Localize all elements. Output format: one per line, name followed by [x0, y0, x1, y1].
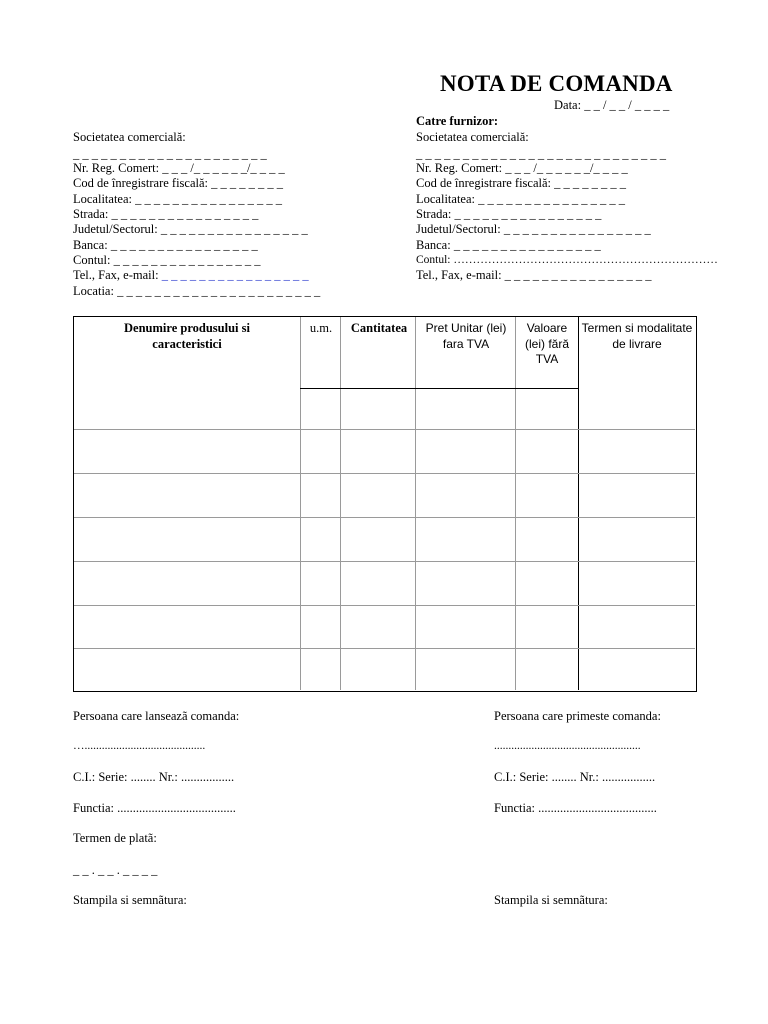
- supplier-cif-field[interactable]: Cod de înregistrare fiscală: _ _ _ _ _ _ _ _: [416, 176, 627, 190]
- supplier-judet-field[interactable]: Judetul/Sectorul: _ _ _ _ _ _ _ _ _ _ _ _ _ _ _ _: [416, 222, 651, 236]
- receiver-field[interactable]: ...................................................: [494, 740, 641, 752]
- col-divider: [300, 317, 301, 690]
- col-divider: [515, 317, 516, 690]
- payment-term-label: Termen de platã:: [73, 831, 157, 845]
- supplier-company-label: Societatea comercială:: [416, 130, 529, 144]
- client-cif-field[interactable]: Cod de înregistrare fiscală: _ _ _ _ _ _ _ _: [73, 176, 284, 190]
- row-divider: [74, 605, 695, 606]
- client-contact-field[interactable]: [73, 268, 309, 284]
- client-contact-line[interactable]: _ _ _ _ _ _ _ _ _ _ _ _ _ _ _ _: [161, 268, 309, 282]
- receiver-stamp-label: Stampila si semnãtura:: [494, 893, 608, 907]
- header-rule: [300, 388, 579, 389]
- supplier-contact-field[interactable]: Tel., Fax, e-mail: _ _ _ _ _ _ _ _ _ _ _ _ _ _ _ _: [416, 268, 652, 282]
- issuer-function-field[interactable]: Functia: ......................................: [73, 801, 236, 815]
- issuer-field[interactable]: …..........................................: [73, 740, 206, 752]
- th-qty: Cantitatea: [350, 321, 408, 335]
- issuer-stamp-label: Stampila si semnãtura:: [73, 893, 187, 907]
- issuer-label: Persoana care lanseazã comanda:: [73, 709, 240, 723]
- document-title: NOTA DE COMANDA: [440, 71, 673, 96]
- client-judet-field[interactable]: Judetul/Sectorul: _ _ _ _ _ _ _ _ _ _ _ _ _ _ _ _: [73, 222, 308, 236]
- supplier-banca-field[interactable]: Banca: _ _ _ _ _ _ _ _ _ _ _ _ _ _ _ _: [416, 238, 601, 252]
- supplier-localitate-field[interactable]: Localitatea: _ _ _ _ _ _ _ _ _ _ _ _ _ _ _ _: [416, 192, 625, 206]
- receiver-ci-field[interactable]: C.I.: Serie: ........ Nr.: .................: [494, 770, 656, 784]
- issuer-ci-field[interactable]: C.I.: Serie: ........ Nr.: .................: [73, 770, 235, 784]
- payment-term-field[interactable]: _ _ . _ _ . _ _ _ _: [73, 863, 158, 877]
- client-company-label: Societatea comercială:: [73, 130, 186, 144]
- supplier-strada-field[interactable]: Strada: _ _ _ _ _ _ _ _ _ _ _ _ _ _ _ _: [416, 207, 602, 221]
- client-reg-com-field[interactable]: Nr. Reg. Comert: _ _ _ /_ _ _ _ _ _/_ _ _ _: [73, 161, 285, 175]
- receiver-label: Persoana care primeste comanda:: [494, 709, 661, 723]
- client-contact-label: Tel., Fax, e-mail:: [73, 268, 162, 282]
- col-divider: [340, 317, 341, 690]
- row-divider: [74, 648, 695, 649]
- date-field[interactable]: Data: _ _ / _ _ / _ _ _ _: [554, 98, 670, 112]
- row-divider: [74, 429, 695, 430]
- supplier-heading: Catre furnizor:: [416, 114, 499, 128]
- row-divider: [74, 473, 695, 474]
- row-divider: [74, 561, 695, 562]
- th-term: Termen si modalitate de livrare: [581, 321, 693, 351]
- th-price: Pret Unitar (lei) fara TVA: [425, 321, 507, 351]
- th-value: Valoare (lei) fără TVA: [524, 321, 569, 366]
- th-product: Denumire produsului si caracteristici: [124, 321, 250, 351]
- client-company-field[interactable]: _ _ _ _ _ _ _ _ _ _ _ _ _ _ _ _ _ _ _ _ _: [73, 147, 267, 161]
- supplier-reg-com-field[interactable]: Nr. Reg. Comert: _ _ _ /_ _ _ _ _ _/_ _ _ _: [416, 161, 628, 175]
- th-um: u.m.: [309, 321, 333, 335]
- client-cont-field[interactable]: Contul: _ _ _ _ _ _ _ _ _ _ _ _ _ _ _ _: [73, 253, 261, 267]
- col-divider: [415, 317, 416, 690]
- supplier-company-field[interactable]: _ _ _ _ _ _ _ _ _ _ _ _ _ _ _ _ _ _ _ _ _ _ _ _ _ _ _: [416, 147, 666, 161]
- row-divider: [74, 517, 695, 518]
- client-strada-field[interactable]: Strada: _ _ _ _ _ _ _ _ _ _ _ _ _ _ _ _: [73, 207, 259, 221]
- col-divider: [578, 317, 579, 690]
- order-table: [73, 316, 697, 692]
- receiver-function-field[interactable]: Functia: ......................................: [494, 801, 657, 815]
- client-localitate-field[interactable]: Localitatea: _ _ _ _ _ _ _ _ _ _ _ _ _ _ _ _: [73, 192, 282, 206]
- client-locatia-field[interactable]: Locatia: _ _ _ _ _ _ _ _ _ _ _ _ _ _ _ _ _ _ _ _ _ _: [73, 284, 321, 298]
- client-banca-field[interactable]: Banca: _ _ _ _ _ _ _ _ _ _ _ _ _ _ _ _: [73, 238, 258, 252]
- supplier-cont-field[interactable]: Contul: ……………………………………………………………: [416, 254, 718, 266]
